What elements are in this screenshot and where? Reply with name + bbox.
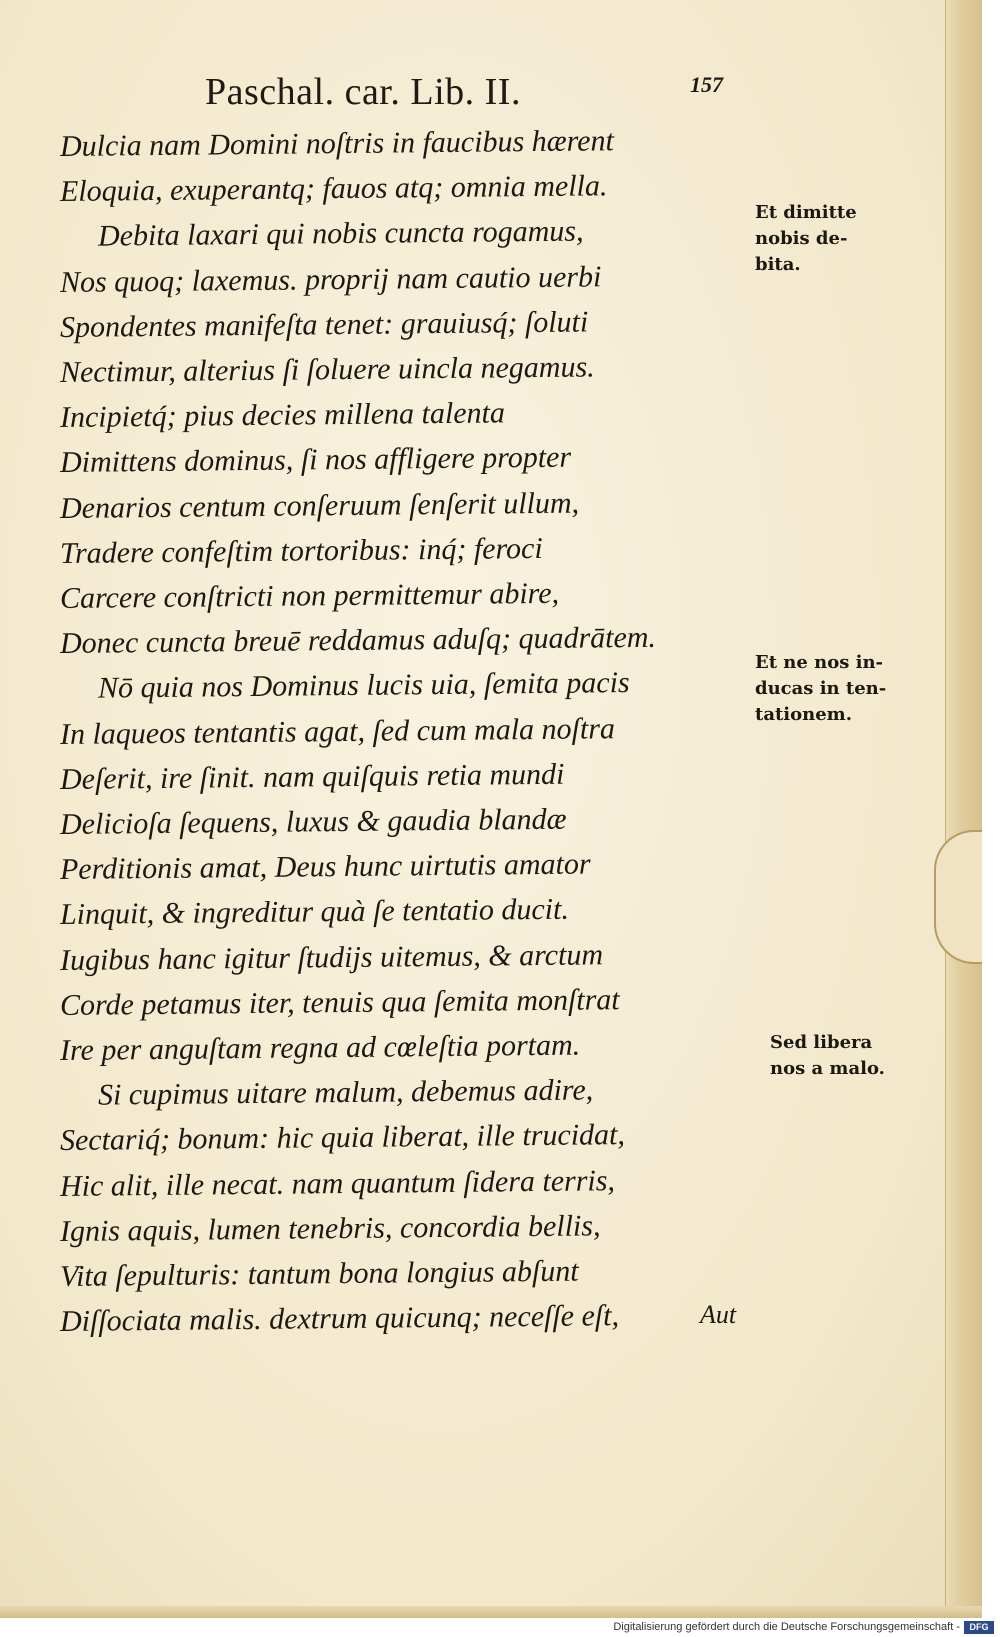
running-head: Paschal. car. Lib. II. [205, 71, 521, 113]
verse-line: Diſſociata malis. dextrum quicunq; neceſſe eſt, [59, 1299, 620, 1339]
verse-line: Denarios centum conſeruum ſenſerit ullum, [59, 486, 580, 525]
verse-line: Nō quia nos Dominus lucis uia, ſemita pacis [97, 666, 630, 706]
verse-line: Corde petamus iter, tenuis qua ſemita monſtrat [59, 982, 620, 1022]
marginal-line: tationem. [755, 704, 852, 725]
marginal-note-2 [755, 650, 905, 728]
verse-block [60, 124, 740, 1344]
verse-line: Ignis aquis, lumen tenebris, concordia bellis, [59, 1209, 601, 1248]
verse-line: Linquit, & ingreditur quà ſe tentatio ducit. [59, 893, 570, 932]
marginal-line: ducas in ten- [755, 678, 887, 699]
catchword: Aut [700, 1300, 737, 1329]
marginal-note-3 [770, 1030, 920, 1082]
verse-line: Spondentes manifeſta tenet: grauiusq́; ſoluti [59, 305, 589, 344]
verse-line: Nos quoq; laxemus. proprij nam cautio uerbi [59, 259, 602, 299]
verse-line: Sectariq́; bonum: hic quia liberat, ille trucidat, [59, 1118, 626, 1158]
verse-line: Vita ſepulturis: tantum bona longius abſunt [59, 1254, 579, 1294]
verse-line: Dimittens dominus, ſi nos affligere propter [59, 441, 572, 480]
verse-line: Tradere confeſtim tortoribus: inq́; feroci [59, 531, 543, 570]
verse-line: Hic alit, ille necat. nam quantum ſidera terris, [59, 1163, 616, 1203]
marginal-line: nobis de- [755, 228, 848, 249]
verse-line: Iugibus hanc igitur ſtudijs uitemus, & arctum [59, 937, 604, 977]
verse-line: Si cupimus uitare malum, debemus adire, [97, 1073, 594, 1112]
verse-line: Debita laxari qui nobis cuncta rogamus, [97, 214, 584, 254]
verse-line: Perditionis amat, Deus hunc uirtutis amator [59, 847, 591, 887]
footer-credit: Digitalisierung gefördert durch die Deutsche Forschungsgemeinschaft - [613, 1621, 960, 1633]
verse-line: Nectimur, alterius ſi ſoluere uincla negamus. [59, 350, 595, 390]
marginal-note-1 [755, 200, 905, 278]
verse-line: Donec cuncta breuē reddamus aduſq; quadrātem. [59, 620, 657, 661]
verse-line: Deſerit, ire ſinit. nam quiſquis retia mundi [59, 757, 565, 796]
verse-line: Carcere conſtricti non permittemur abire, [59, 576, 560, 616]
verse-line: Ire per anguſtam regna ad cœleſtia portam. [59, 1028, 581, 1068]
marginal-line: Sed libera [770, 1032, 873, 1053]
verse-line: Eloquia, exuperantq; fauos atq; omnia mella. [59, 169, 608, 209]
folio-number: 157 [690, 72, 723, 97]
verse-line: Incipietq́; pius decies millena talenta [59, 396, 506, 435]
page-edge-right [945, 0, 982, 1618]
page-edge-bottom [0, 1606, 982, 1618]
verse-line: Delicioſa ſequens, luxus & gaudia blandæ [59, 802, 567, 842]
marginal-line: Et dimitte [755, 202, 857, 223]
verse-line: In laqueos tentantis agat, ſed cum mala noſtra [59, 711, 616, 751]
page-tab-shadow [934, 830, 982, 964]
marginal-line: bita. [755, 254, 801, 275]
marginal-line: nos a malo. [770, 1058, 885, 1079]
dfg-logo: DFG [964, 1621, 994, 1634]
verse-line: Dulcia nam Domini noſtris in faucibus hærent [59, 124, 615, 163]
marginal-line: Et ne nos in- [755, 652, 883, 673]
